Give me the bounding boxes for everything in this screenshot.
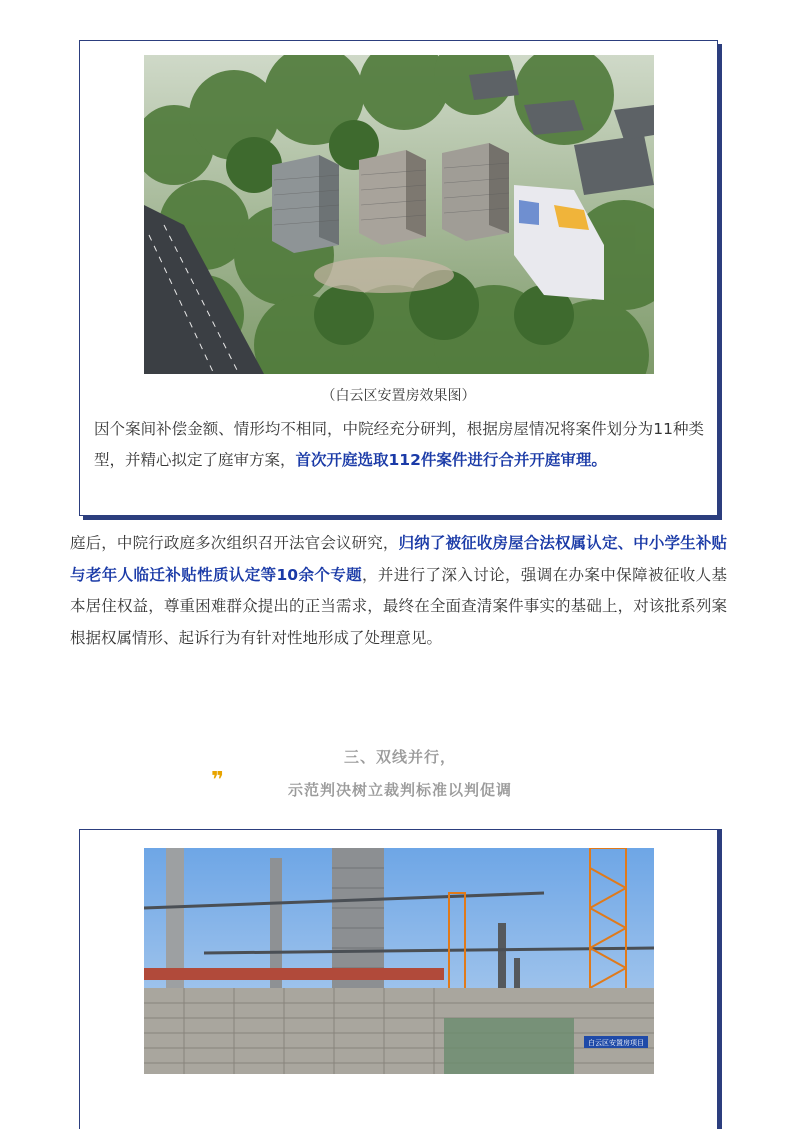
card-paragraph xyxy=(94,414,704,476)
building-render-image xyxy=(144,55,654,374)
site-sign-text: 白云区安置房项目 xyxy=(588,1039,644,1047)
body-paragraph-highlight: 归纳了被征收房屋合法权属认定、中小学生补贴与老年人临迁补贴性质认定等10余个专题 xyxy=(70,534,727,584)
body-paragraph xyxy=(70,528,727,654)
section-title-line1: 三、双线并行， xyxy=(343,748,456,766)
construction-site-image xyxy=(144,848,654,1074)
card-paragraph-text: 因个案间补偿金额、情形均不相同，中院经充分研判，根据房屋情况将案件划分为11种类型，并精心拟定了庭审方案， xyxy=(94,420,704,469)
figure-caption: （白云区安置房效果图） xyxy=(321,388,476,404)
body-paragraph-start: 庭后，中院行政庭多次组织召开法官会议研究， xyxy=(70,534,399,552)
quote-icon: ❞ xyxy=(211,768,224,793)
body-paragraph-end: ，并进行了深入讨论，强调在办案中保障被征收人基本居住权益，尊重困难群众提出的正当需求，最终在全面查清案件事实的基础上，对该批系列案根据权属情形、起诉行为有针对性地形成了处理意见。 xyxy=(70,565,727,647)
section-title-line2: 示范判决树立裁判标准以判促调 xyxy=(287,781,512,799)
card-paragraph-highlight: 首次开庭选取112件案件进行合并开庭审理。 xyxy=(295,451,607,469)
